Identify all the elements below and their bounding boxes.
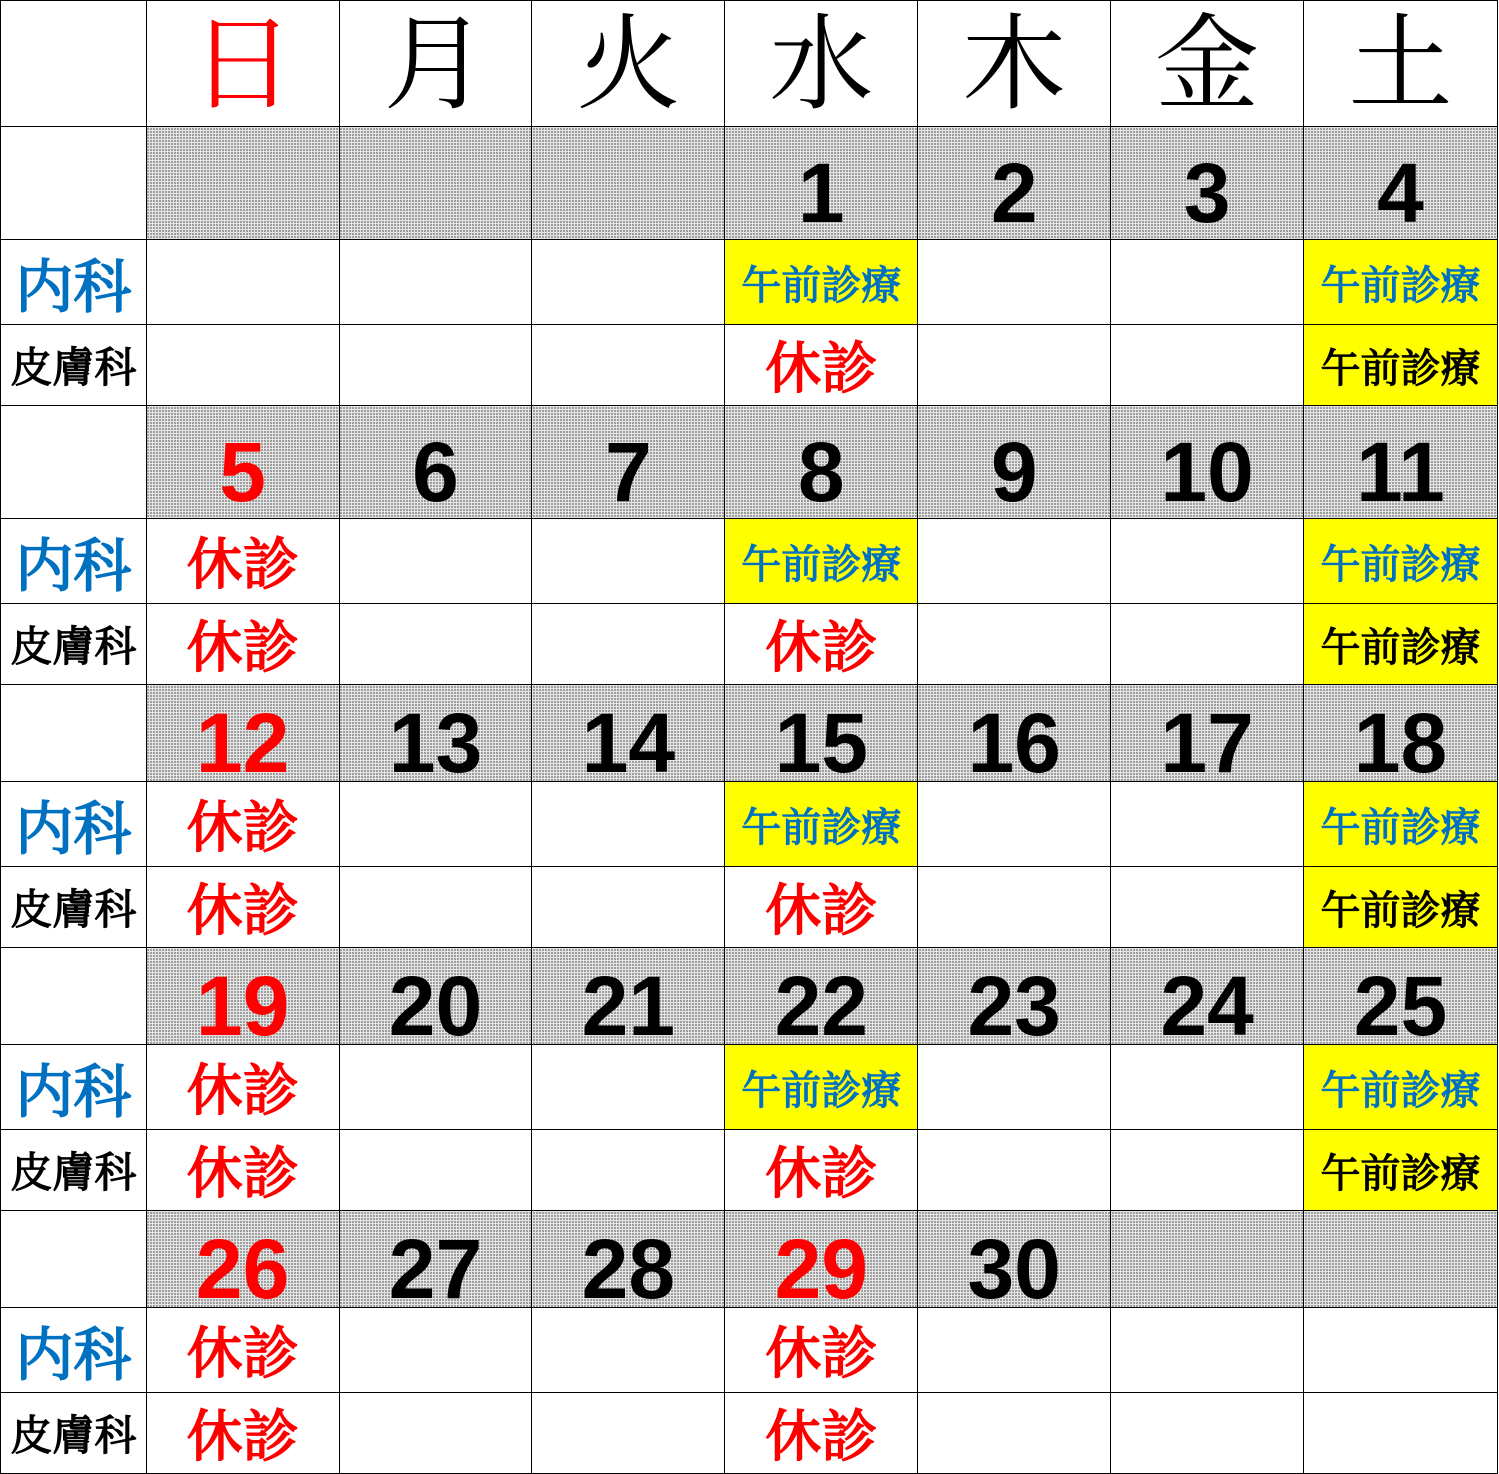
date-cell — [918, 948, 1111, 1045]
naika-empty-cell — [1111, 1045, 1304, 1130]
date-cell — [146, 948, 339, 1045]
weekday-header-fri: 金 — [1111, 1, 1304, 127]
hifuka-empty-cell — [532, 867, 725, 948]
hifuka-empty-cell — [918, 867, 1111, 948]
naika-empty-cell — [339, 519, 532, 604]
date-number: 24 — [1160, 959, 1254, 1045]
date-number: 10 — [1160, 425, 1254, 519]
naika-empty-cell — [532, 1045, 725, 1130]
naika-empty-cell — [1111, 782, 1304, 867]
naika-empty-cell — [918, 240, 1111, 325]
date-cell — [532, 948, 725, 1045]
date-cell — [146, 127, 339, 240]
date-number: 17 — [1160, 696, 1254, 782]
date-row-label — [1, 685, 147, 782]
hifuka-closed-cell: 休診 — [725, 604, 918, 685]
hifuka-empty-cell — [532, 1393, 725, 1474]
date-row-label — [1, 948, 147, 1045]
date-number: 21 — [581, 959, 676, 1045]
week-3-hifuka-row — [1, 867, 1498, 948]
date-cell — [339, 127, 532, 240]
date-cell — [918, 406, 1111, 519]
hifuka-empty-cell — [339, 867, 532, 948]
date-row-label — [1, 1211, 147, 1308]
date-number: 27 — [388, 1222, 483, 1308]
date-cell — [725, 406, 918, 519]
hifuka-label: 皮膚科 — [1, 867, 147, 948]
week-5-date-row — [1, 1211, 1498, 1308]
naika-empty-cell — [532, 782, 725, 867]
hifuka-empty-cell — [339, 604, 532, 685]
naika-empty-cell — [339, 782, 532, 867]
date-number: 1 — [797, 146, 845, 240]
naika-empty-cell — [532, 519, 725, 604]
hifuka-closed-cell: 休診 — [146, 604, 339, 685]
week-4-naika-row — [1, 1045, 1498, 1130]
date-number: 2 — [990, 146, 1038, 240]
naika-closed-cell: 休診 — [725, 1308, 918, 1393]
hifuka-empty-cell — [339, 325, 532, 406]
naika-morning-cell: 午前診療 — [1304, 1045, 1498, 1130]
week-2-hifuka-row — [1, 604, 1498, 685]
weekday-header-mon: 月 — [339, 1, 532, 127]
date-cell — [146, 685, 339, 782]
hifuka-empty-cell — [1111, 604, 1304, 685]
week-3-naika-row — [1, 782, 1498, 867]
week-3-date-row — [1, 685, 1498, 782]
date-cell — [725, 685, 918, 782]
date-cell — [1111, 406, 1304, 519]
naika-closed-cell: 休診 — [146, 782, 339, 867]
date-cell — [146, 406, 339, 519]
hifuka-label: 皮膚科 — [1, 325, 147, 406]
week-4-hifuka-row — [1, 1130, 1498, 1211]
hifuka-empty-cell — [1111, 325, 1304, 406]
date-number: 9 — [990, 425, 1038, 519]
naika-empty-cell — [918, 782, 1111, 867]
date-cell — [918, 1211, 1111, 1308]
naika-label: 内科 — [1, 240, 147, 325]
date-cell — [339, 948, 532, 1045]
naika-closed-cell: 休診 — [146, 1308, 339, 1393]
date-number: 5 — [219, 425, 266, 519]
calendar-body — [1, 1, 1498, 1474]
naika-empty-cell — [532, 240, 725, 325]
date-number: 22 — [774, 959, 868, 1045]
date-cell — [532, 1211, 725, 1308]
hifuka-closed-cell: 休診 — [146, 867, 339, 948]
hifuka-empty-cell — [532, 604, 725, 685]
weekday-header-tue: 火 — [532, 1, 725, 127]
hifuka-empty-cell — [532, 1130, 725, 1211]
hifuka-closed-cell: 休診 — [725, 867, 918, 948]
week-2-date-row — [1, 406, 1498, 519]
date-number: 18 — [1353, 696, 1448, 782]
date-number: 13 — [388, 696, 483, 782]
naika-morning-cell: 午前診療 — [725, 519, 918, 604]
naika-label: 内科 — [1, 1045, 147, 1130]
hifuka-empty-cell — [1304, 1393, 1498, 1474]
weekday-header-sun: 日 — [146, 1, 339, 127]
naika-closed-cell: 休診 — [146, 519, 339, 604]
date-number: 14 — [581, 696, 676, 782]
naika-label: 内科 — [1, 782, 147, 867]
hifuka-morning-cell: 午前診療 — [1304, 604, 1498, 685]
hifuka-empty-cell — [918, 325, 1111, 406]
date-cell — [1111, 685, 1304, 782]
hifuka-label: 皮膚科 — [1, 604, 147, 685]
hifuka-empty-cell — [1111, 867, 1304, 948]
date-number: 29 — [774, 1222, 868, 1308]
weekday-header-wed: 水 — [725, 1, 918, 127]
date-cell — [725, 127, 918, 240]
date-cell — [1111, 127, 1304, 240]
date-number: 30 — [967, 1222, 1061, 1308]
naika-empty-cell — [339, 1308, 532, 1393]
date-number: 6 — [412, 425, 459, 519]
date-number: 19 — [195, 959, 290, 1045]
date-number: 12 — [195, 696, 290, 782]
date-cell — [725, 1211, 918, 1308]
hifuka-empty-cell — [918, 604, 1111, 685]
week-4-date-row — [1, 948, 1498, 1045]
date-number: 4 — [1377, 146, 1424, 240]
naika-empty-cell — [1304, 1308, 1498, 1393]
date-number: 23 — [967, 959, 1061, 1045]
weekday-header-thu: 木 — [918, 1, 1111, 127]
date-number: 26 — [195, 1222, 290, 1308]
date-cell — [1304, 948, 1498, 1045]
date-row-label — [1, 406, 147, 519]
naika-morning-cell: 午前診療 — [725, 782, 918, 867]
naika-label: 内科 — [1, 1308, 147, 1393]
date-number: 11 — [1356, 425, 1445, 519]
date-cell — [1304, 127, 1498, 240]
hifuka-closed-cell: 休診 — [146, 1393, 339, 1474]
naika-empty-cell — [532, 1308, 725, 1393]
naika-morning-cell: 午前診療 — [1304, 240, 1498, 325]
naika-empty-cell — [339, 240, 532, 325]
naika-empty-cell — [1111, 240, 1304, 325]
date-number: 15 — [774, 696, 868, 782]
hifuka-closed-cell: 休診 — [725, 1393, 918, 1474]
date-cell — [1304, 406, 1498, 519]
date-cell — [1111, 1211, 1304, 1308]
date-row-label — [1, 127, 147, 240]
date-number: 25 — [1353, 959, 1448, 1045]
naika-empty-cell — [918, 1045, 1111, 1130]
naika-empty-cell — [918, 519, 1111, 604]
naika-morning-cell: 午前診療 — [1304, 519, 1498, 604]
week-5-naika-row — [1, 1308, 1498, 1393]
date-cell — [146, 1211, 339, 1308]
date-number: 16 — [967, 696, 1061, 782]
date-cell — [918, 685, 1111, 782]
hifuka-closed-cell: 休診 — [725, 325, 918, 406]
hifuka-empty-cell — [1111, 1130, 1304, 1211]
date-number: 3 — [1183, 146, 1231, 240]
hifuka-empty-cell — [146, 325, 339, 406]
naika-empty-cell — [1111, 1308, 1304, 1393]
week-5-hifuka-row — [1, 1393, 1498, 1474]
hifuka-closed-cell: 休診 — [725, 1130, 918, 1211]
hifuka-label: 皮膚科 — [1, 1130, 147, 1211]
naika-morning-cell: 午前診療 — [725, 1045, 918, 1130]
date-cell — [725, 948, 918, 1045]
date-cell — [532, 685, 725, 782]
hifuka-empty-cell — [339, 1130, 532, 1211]
naika-closed-cell: 休診 — [146, 1045, 339, 1130]
date-cell — [1304, 1211, 1498, 1308]
naika-empty-cell — [339, 1045, 532, 1130]
hifuka-closed-cell: 休診 — [146, 1130, 339, 1211]
week-1-date-row — [1, 127, 1498, 240]
hifuka-empty-cell — [1111, 1393, 1304, 1474]
weekday-header-sat: 土 — [1304, 1, 1498, 127]
corner-cell — [1, 1, 147, 127]
date-cell — [339, 685, 532, 782]
week-2-naika-row — [1, 519, 1498, 604]
date-cell — [1111, 948, 1304, 1045]
hifuka-empty-cell — [339, 1393, 532, 1474]
naika-empty-cell — [1111, 519, 1304, 604]
naika-morning-cell: 午前診療 — [725, 240, 918, 325]
date-number: 28 — [581, 1222, 676, 1308]
week-1-naika-row — [1, 240, 1498, 325]
naika-empty-cell — [918, 1308, 1111, 1393]
naika-label: 内科 — [1, 519, 147, 604]
date-number: 7 — [605, 425, 652, 519]
date-number: 8 — [797, 425, 845, 519]
date-cell — [918, 127, 1111, 240]
hifuka-morning-cell: 午前診療 — [1304, 325, 1498, 406]
date-cell — [339, 406, 532, 519]
week-1-hifuka-row — [1, 325, 1498, 406]
hifuka-empty-cell — [532, 325, 725, 406]
date-cell — [1304, 685, 1498, 782]
date-cell — [532, 127, 725, 240]
date-cell — [339, 1211, 532, 1308]
hifuka-empty-cell — [918, 1130, 1111, 1211]
date-number: 20 — [388, 959, 483, 1045]
weekday-header-row — [1, 1, 1498, 127]
hifuka-morning-cell: 午前診療 — [1304, 867, 1498, 948]
hifuka-morning-cell: 午前診療 — [1304, 1130, 1498, 1211]
date-cell — [532, 406, 725, 519]
hifuka-empty-cell — [918, 1393, 1111, 1474]
hifuka-label: 皮膚科 — [1, 1393, 147, 1474]
naika-morning-cell: 午前診療 — [1304, 782, 1498, 867]
naika-empty-cell — [146, 240, 339, 325]
